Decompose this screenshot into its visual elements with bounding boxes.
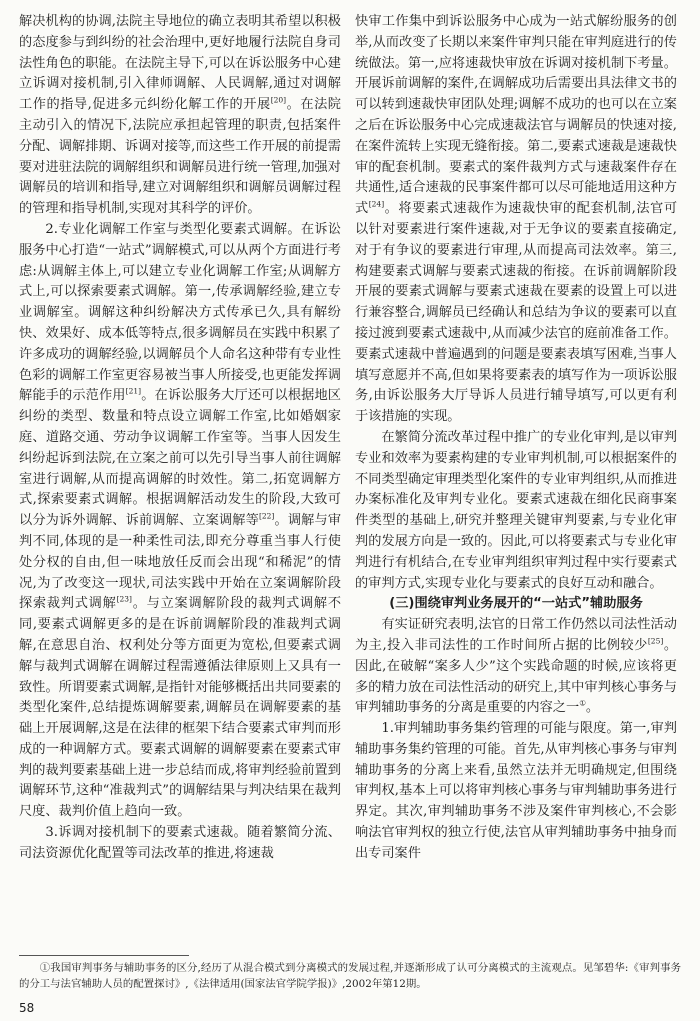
paragraph-text: 。在法院主动引入的情况下,法院应承担起管理的职责,包括案件分配、调解排期、诉调对接等,而这些工作开展的前提需要对进驻法院的调解组织和调解员进行统一管理,加强对调解员的培训和指导,建立对调解组织和调解员调解过程的管理和指导机制,实现对其科学的评价。 xyxy=(19,97,341,217)
section-heading: (三)围绕审判业务展开的“一站式”辅助服务 xyxy=(389,596,643,612)
citation-ref: [24] xyxy=(368,199,385,209)
citation-ref: [20] xyxy=(270,95,287,105)
footnote: ①我国审判事务与辅助事务的区分,经历了从混合模式到分离模式的发展过程,并逐渐形成了认可分离模式的主流观点。见邹碧华:《审判事务的分工与法官辅助人员的配置探讨》,《法律适用(国家法官学院学报)》,2002年第12期。 xyxy=(19,962,681,990)
paragraph xyxy=(355,615,677,719)
paragraph xyxy=(355,719,677,865)
paragraph-text: 在繁简分流改革过程中推广的专业化审判,是以审判专业和效率为要素构建的专业审判机制,可以根据案件的不同类型确定审理类型化案件的专业审判组织,从而推进办案标准化及审判专业化。要素式速裁在细化民商事案件类型的基础上,研究并整理关键审判要素,与专业化审判的发展方向是一致的。因此,可以将要素式与专业化审判进行有机结合,在专业审判组织审判过程中实行要素式的审判方式,实现专业化与要素式的良好互动和融合。 xyxy=(355,429,677,591)
paragraph-text: 有实证研究表明,法官的日常工作仍然以司法性活动为主,投入非司法性的工作时间所占据的比例较少 xyxy=(355,617,677,653)
right-column xyxy=(355,12,677,865)
left-column xyxy=(19,12,341,865)
paragraph-text: 。调解与审判不同,体现的是一种柔性司法,即充分尊重当事人行使处分权的自由,但一味地放任反而会出现“和稀泥”的情况,为了改变这一现状,司法实践中开始在立案调解阶段探索裁判式调解 xyxy=(19,513,342,612)
paragraph-text: 。在诉讼服务大厅还可以根据地区纠纷的类型、数量和特点设立调解工作室,比如婚姻家庭、道路交通、劳动争议调解工作室等。当事人因发生纠纷起诉到法院,在立案之前可以先引导当事人前往调解室进行调解,从而提高调解的时效性。第二,拓宽调解方式,探索要素式调解。根据调解活动发生的阶段,大致可以分为诉外调解、诉前调解、立案调解等 xyxy=(19,388,341,529)
paragraph-text: 1.审判辅助事务集约管理的可能与限度。第一,审判辅助事务集约管理的可能。首先,从审判核心事务与审判辅助事务的分离上来看,虽然立法并无明确规定,但围绕审判权,基本上可以将审判核心事务与审判辅助事务进行界定。其次,审判辅助事务不涉及案件审判核心,不会影响法官审判权的独立行使,法官从审判辅助事务中抽身而出专司案件 xyxy=(355,721,677,861)
paragraph-text: 快审工作集中到诉讼服务中心成为一站式解纷服务的创举,从而改变了长期以来案件审判只能在审判庭进行的传统做法。第一,应将速裁快审放在诉调对接机制下考量。开展诉前调解的案件,在调解成功后需要出具法律文书的可以转到速裁快审团队处理;调解不成功的也可以在立案之后在诉讼服务中心完成速裁法官与调解员的快速对接,在案件流转上实现无缝衔接。第二,要素式速裁是速裁快审的配套机制。要素式的案件裁判方式与速裁案件存在共通性,适合速裁的民事案件都可以尽可能地适用这种方式 xyxy=(355,14,677,217)
paragraph-text: 解决机构的协调,法院主导地位的确立表明其希望以积极的态度参与到纠纷的社会治理中,更好地履行法院自身司法性角色的职能。在法院主导下,可以在诉讼服务中心建立诉调对接机制,引入律师调解、人民调解,通过对调解工作的指导,促进多元纠纷化解工作的开展 xyxy=(19,14,341,113)
paragraph-text: 。与立案调解阶段的裁判式调解不同,要素式调解更多的是在诉前调解阶段的准裁判式调解,在意思自治、权利处分等方面更为宽松,但要素式调解与裁判式调解在调解过程需遵循法律原则上又具有一致性。所谓要素式调解,是指针对能够概括出共同要素的类型化案件,总结提炼调解要素,调解员在调解要素的基础上开展调解,这是在法律的框架下结合要素式审判而形成的一种调解方式。要素式调解的调解要素在要素式审判的裁判要素基础上进一步总结而成,将审判经验前置到调解环节,这种“准裁判式”的调解结果与判决结果在裁判尺度、裁判价值上趋向一致。 xyxy=(19,596,342,820)
citation-ref: [25] xyxy=(647,636,664,646)
paragraph xyxy=(355,428,677,594)
page-number: 58 xyxy=(19,1001,35,1015)
paragraph xyxy=(19,12,341,220)
citation-ref: [22] xyxy=(258,511,275,521)
paragraph-text: 2.专业化调解工作室与类型化要素式调解。在诉讼服务中心打造“一站式”调解模式,可以从两个方面进行考虑:从调解主体上,可以建立专业化调解工作室;从调解方式上,可以探索要素式调解。第一,传承调解经验,建立专业调解室。调解这种纠纷解决方式传承已久,具有解纷快、效果好、成本低等特点,很多调解员在实践中积累了许多成功的调解经验,以调解员个人命名这种带有专业性色彩的调解工作室更容易被当事人所接受,也更能发挥调解能手的示范作用 xyxy=(19,221,341,404)
paragraph-text: 。因此,在破解“案多人少”这个实践命题的时候,应该将更多的精力放在司法性活动的研究上,其中审判核心事务与审判辅助事务的分离是重要的内容之一 xyxy=(355,637,678,716)
citation-ref: [23] xyxy=(116,594,132,604)
paragraph xyxy=(19,823,341,865)
paragraph xyxy=(19,220,341,823)
paragraph-text: 。将要素式速裁作为速裁快审的配套机制,法官可以针对要素进行案件速裁,对于无争议的要素直接确定,对于有争议的要素进行审理,从而提高司法效率。第三,构建要素式调解与要素式速裁的衔接。在诉前调解阶段开展的要素式调解与要素式速裁在要素的设置上可以进行兼容整合,调解员已经确认和总结为争议的要素可以直接过渡到要素式速裁中,从而减少法官的庭前准备工作。要素式速裁中普遍遇到的问题是要素表填写困难,当事人填写意愿并不高,但如果将要素表的填写作为一项诉讼服务,由诉讼服务大厅导诉人员进行辅导填写,可以更有利于该措施的实现。 xyxy=(355,201,678,425)
citation-ref: [21] xyxy=(125,386,142,396)
footnote-divider xyxy=(19,955,189,956)
paragraph-text: 3.诉调对接机制下的要素式速裁。随着繁简分流、司法资源优化配置等司法改革的推进,将速裁 xyxy=(19,825,341,861)
paragraph xyxy=(355,12,677,428)
paragraph-text: 。 xyxy=(585,700,600,716)
footnote-marker: ① xyxy=(579,698,586,708)
